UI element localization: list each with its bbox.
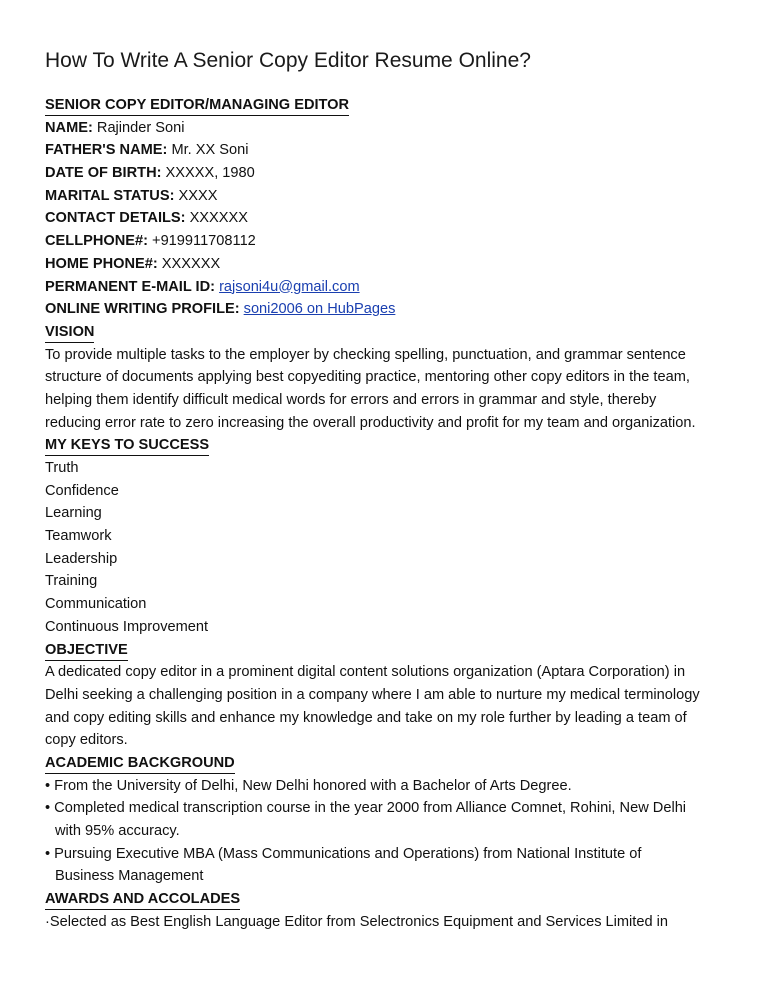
objective-line: and copy editing skills and enhance my knowledge and take on my role further by leading a team of bbox=[45, 709, 687, 726]
bullet-line: • From the University of Delhi, New Delhi honored with a Bachelor of Arts Degree. bbox=[45, 777, 572, 794]
detail-value: +919911708112 bbox=[152, 233, 256, 250]
vision-paragraph bbox=[45, 344, 745, 435]
detail-label: DATE OF BIRTH: bbox=[45, 165, 162, 182]
bullet-line: with 95% accuracy. bbox=[55, 823, 180, 839]
objective-paragraph bbox=[45, 661, 745, 752]
position-heading: SENIOR COPY EDITOR/MANAGING EDITOR bbox=[45, 95, 349, 116]
list-item: Teamwork bbox=[45, 528, 112, 545]
keys-heading: MY KEYS TO SUCCESS bbox=[45, 435, 209, 456]
bullet-line: Business Management bbox=[55, 868, 204, 885]
list-item bbox=[45, 843, 745, 888]
list-item bbox=[45, 797, 745, 842]
detail-cellphone bbox=[45, 230, 745, 253]
list-item: Learning bbox=[45, 505, 102, 522]
detail-date-of-birth bbox=[45, 162, 745, 185]
vision-line: helping them identify difficult medical words for errors and errors in grammar and style, thereby bbox=[45, 391, 657, 408]
objective-line: copy editors. bbox=[45, 732, 128, 749]
page-title: How To Write A Senior Copy Editor Resume Online? bbox=[45, 49, 531, 72]
bullet-line: • Pursuing Executive MBA (Mass Communications and Operations) from National Institute of bbox=[45, 845, 642, 862]
list-item: Confidence bbox=[45, 482, 119, 499]
vision-heading: VISION bbox=[45, 322, 94, 343]
email-label: PERMANENT E-MAIL ID: bbox=[45, 278, 215, 295]
detail-value: Mr. XX Soni bbox=[171, 142, 249, 159]
awards-heading: AWARDS AND ACCOLADES bbox=[45, 889, 240, 910]
detail-label: NAME: bbox=[45, 119, 93, 136]
list-item: Leadership bbox=[45, 550, 118, 567]
detail-value: XXXXXX bbox=[189, 210, 248, 227]
detail-contact-details bbox=[45, 207, 745, 230]
detail-value: XXXXX, 1980 bbox=[165, 165, 255, 182]
vision-line: To provide multiple tasks to the employer by checking spelling, punctuation, and grammar sentence bbox=[45, 346, 686, 363]
profile-label: ONLINE WRITING PROFILE: bbox=[45, 301, 240, 318]
detail-label: HOME PHONE#: bbox=[45, 255, 158, 272]
academic-heading: ACADEMIC BACKGROUND bbox=[45, 753, 235, 774]
keys-list bbox=[45, 457, 745, 639]
detail-label: FATHER'S NAME: bbox=[45, 142, 168, 159]
academic-list bbox=[45, 775, 745, 888]
list-item bbox=[45, 775, 745, 798]
email-link[interactable]: rajsoni4u@gmail.com bbox=[219, 278, 360, 295]
detail-value: XXXXXX bbox=[161, 255, 221, 272]
profile-link[interactable]: soni2006 on HubPages bbox=[243, 301, 396, 318]
detail-writing-profile bbox=[45, 298, 745, 321]
list-item: Truth bbox=[45, 460, 79, 476]
objective-line: Delhi seeking a challenging position in a company where I am able to nurture my medical terminology bbox=[45, 686, 700, 703]
list-item: Training bbox=[45, 573, 98, 590]
detail-value: Rajinder Soni bbox=[96, 119, 185, 136]
bullet-line: • Completed medical transcription course in the year 2000 from Alliance Comnet, Rohini, New Delhi bbox=[45, 800, 687, 817]
detail-label: MARITAL STATUS: bbox=[45, 187, 175, 204]
detail-value: XXXX bbox=[178, 187, 218, 204]
objective-line: A dedicated copy editor in a prominent digital content solutions organization (Aptara Corporation) in bbox=[45, 664, 686, 681]
detail-marital-status bbox=[45, 185, 745, 208]
detail-fathers-name bbox=[45, 139, 745, 162]
objective-heading: OBJECTIVE bbox=[45, 640, 128, 661]
list-item: Continuous Improvement bbox=[45, 618, 209, 635]
resume-body bbox=[45, 94, 745, 933]
vision-line: reducing error rate to zero increasing the overall productivity and profit for my team and organization. bbox=[45, 414, 696, 431]
detail-label: CELLPHONE#: bbox=[45, 233, 148, 250]
award-line: ·Selected as Best English Language Editor from Selectronics Equipment and Services Limited in bbox=[45, 913, 668, 930]
detail-email bbox=[45, 276, 745, 299]
detail-name bbox=[45, 117, 745, 140]
detail-label: CONTACT DETAILS: bbox=[45, 210, 186, 227]
list-item: Communication bbox=[45, 596, 147, 613]
detail-home-phone bbox=[45, 253, 745, 276]
vision-line: structure of documents applying best copyediting practice, mentoring other copy editors in the team, bbox=[45, 369, 690, 386]
